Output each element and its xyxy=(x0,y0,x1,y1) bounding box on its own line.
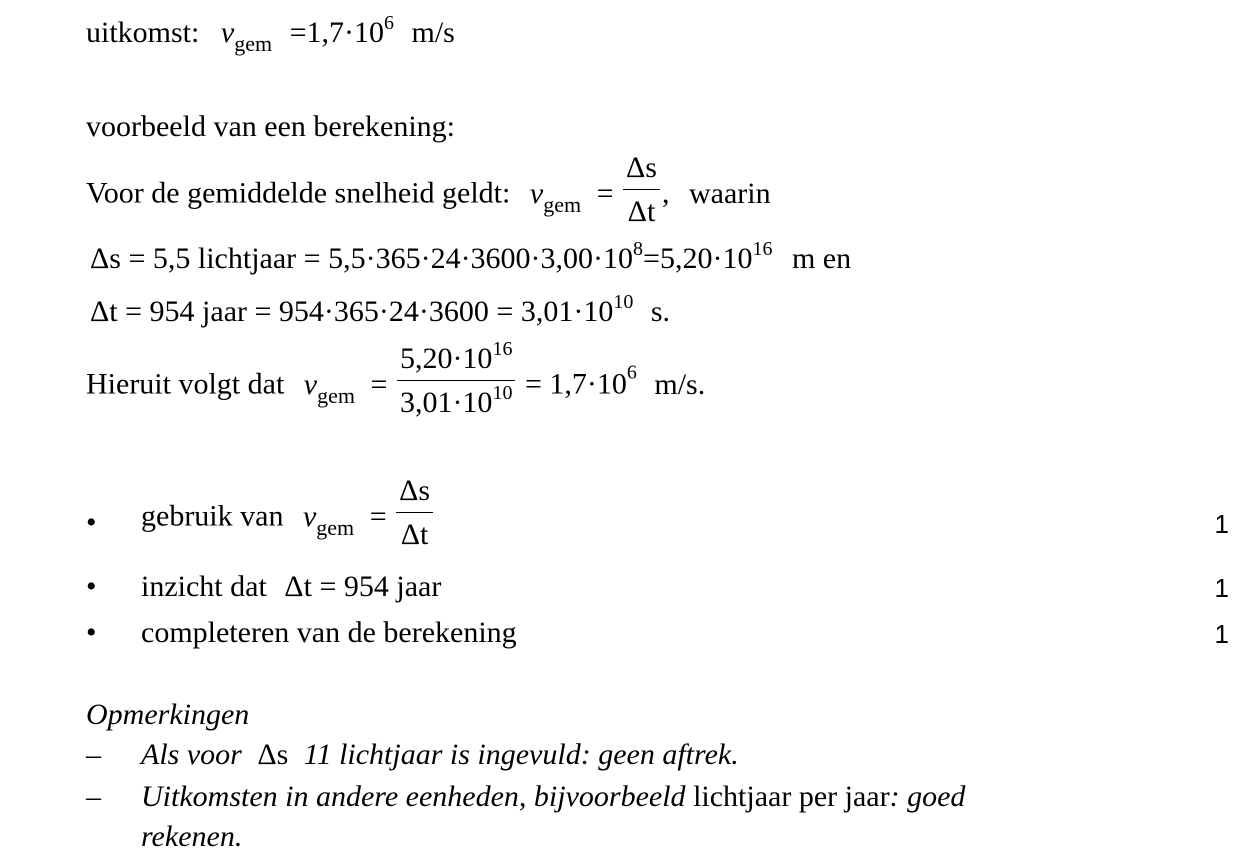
speed-fraction xyxy=(623,149,660,230)
delta-s-exp2: 16 xyxy=(752,238,773,260)
v-symbol: v xyxy=(303,367,318,401)
delta-t-calc: = 954 jaar = 954·365·24·3600 = 3,01·10 xyxy=(125,295,614,328)
result-unit: m/s xyxy=(411,16,455,49)
delta-s-exp1: 8 xyxy=(633,238,644,260)
delta-s: Δs xyxy=(90,242,121,275)
equals-sign: = xyxy=(369,499,387,533)
criterion-3: completeren van de berekening xyxy=(141,616,517,649)
delta-t: Δt xyxy=(284,570,312,603)
conclusion-line xyxy=(86,338,706,425)
result-label: uitkomst: xyxy=(86,16,200,49)
remark-1: Als voor Δs 11 lichtjaar is ingevuld: geen aftrek. xyxy=(141,738,739,771)
delta-t: Δt xyxy=(627,194,656,228)
example-heading: voorbeeld van een berekening: xyxy=(86,110,456,143)
v-symbol: v xyxy=(302,499,317,533)
formula-intro: Voor de gemiddelde snelheid geldt: xyxy=(86,176,511,210)
delta-s: Δs xyxy=(396,472,433,513)
equals-sign: = xyxy=(596,176,614,210)
bullet-2: • xyxy=(86,570,97,603)
score-3: 1 xyxy=(1214,619,1229,649)
delta-t: Δt xyxy=(90,295,118,328)
conclusion-intro: Hieruit volgt dat xyxy=(86,367,285,401)
result-exponent: 6 xyxy=(384,12,394,34)
delta-t: Δt xyxy=(400,517,429,551)
equals-sign: = xyxy=(289,16,307,49)
conclusion-exp: 6 xyxy=(626,361,637,384)
delta-t-exp: 10 xyxy=(613,291,634,313)
remark-dash-1: – xyxy=(86,738,101,771)
delta-s-line xyxy=(90,238,852,275)
delta-s-calc: = 5,5 lichtjaar = 5,5·365·24·3600·3,00·10 xyxy=(128,242,634,275)
waarin-text: waarin xyxy=(688,176,771,210)
result-line xyxy=(86,12,455,56)
conclusion-result: = 1,7·10 xyxy=(524,367,627,401)
remark-2-continued: rekenen. xyxy=(141,820,243,853)
remark-dash-2: – xyxy=(86,780,101,813)
bullet-1: • xyxy=(86,506,97,539)
conclusion-fraction xyxy=(397,340,516,421)
delta-t-unit: s. xyxy=(650,295,671,328)
delta-t-line xyxy=(90,291,671,328)
gem-subscript: gem xyxy=(317,382,356,408)
delta-s-unit: m en xyxy=(791,242,852,275)
bullet-3: • xyxy=(86,616,97,649)
delta-s-result: =5,20·10 xyxy=(643,242,753,275)
gem-subscript: gem xyxy=(316,514,355,540)
result-value: 1,7·10 xyxy=(306,16,384,49)
remarks-title: Opmerkingen xyxy=(86,698,250,731)
average-speed-formula-line: Voor de gemiddelde snelheid geldt: $v_{gem}$ = $\frac{\Delta s}{\Delta t}$ , waarin xyxy=(86,153,771,234)
fraction-numerator: $5,20\cdot 10^{16}$ xyxy=(397,340,516,381)
equals-sign: = xyxy=(370,367,388,401)
v-symbol: v xyxy=(529,176,544,210)
score-2: 1 xyxy=(1214,573,1229,603)
gem-subscript: gem xyxy=(543,191,582,217)
remark-2: Uitkomsten in andere eenheden, bijvoorbeeld lichtjaar per jaar: goed xyxy=(141,780,966,813)
gem-subscript: gem xyxy=(234,31,273,56)
fraction-denominator: $3,01\cdot 10^{10}$ xyxy=(399,381,513,419)
criterion-fraction xyxy=(396,472,433,553)
delta-s: Δs xyxy=(623,149,660,190)
criterion-2: inzicht dat Δt = 954 jaar xyxy=(141,570,442,603)
criterion-1: gebruik van $v_{gem}$ = $\frac{\Delta s}{\Delta t}$ xyxy=(141,476,435,557)
score-1: 1 xyxy=(1214,509,1229,539)
delta-s: Δs xyxy=(257,738,289,771)
v-symbol: v xyxy=(220,16,235,49)
conclusion-unit: m/s. xyxy=(654,367,706,401)
